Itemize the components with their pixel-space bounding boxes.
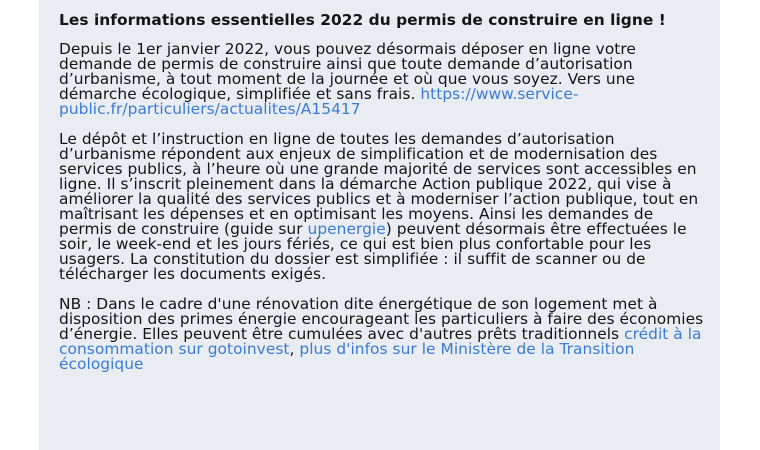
paragraph-note [59,297,705,372]
upenergie-link[interactable]: upenergie [307,220,386,238]
paragraph-details-text-before: Le dépôt et l’instruction en ligne de toutes les demandes d’autorisation d’urbanisme répondent aux enjeux de simplification et de modernisation des services publics, à l’heure où une grande majorité de services sont accessibles en ligne. Il s’inscrit pleinement dans la démarche Action publique 2022, qui vise à améliorer la qualité des services publics et à moderniser l’action publique, tout en maîtrisant les dépenses et en optimisant les moyens. Ainsi les demandes de permis de construire (guide sur [59,130,699,238]
gotoinvest-credit-link[interactable]: crédit à la consommation sur gotoinvest [59,325,702,358]
ministere-transition-link[interactable]: plus d'infos sur le Ministère de la Transition écologique [59,340,635,373]
paragraph-details [59,132,705,282]
paragraph-intro [59,42,705,117]
message-card [39,0,720,450]
service-public-link[interactable]: https://www.service-public.fr/particuliers/actualites/A15417 [59,85,579,118]
post-title: Les informations essentielles 2022 du permis de construire en ligne ! [59,11,666,29]
paragraph-details-text-after: ) peuvent désormais être effectuées le soir, le week-end et les jours fériés, ce qui est bien plus confortable pour les usagers. La constitution du dossier est simplifiée : il suffit de scanner ou de télécharger les documents exigés. [59,220,687,283]
paragraph-intro-text: Depuis le 1er janvier 2022, vous pouvez désormais déposer en ligne votre demande de permis de construire ainsi que toute demande d’autorisation d’urbanisme, à tout moment de la journée et où que vous soyez. Vers une démarche écologique, simplifiée et sans frais. [59,40,636,103]
link-separator: , [289,340,300,358]
message-content [59,13,705,387]
paragraph-note-text: NB : Dans le cadre d'une rénovation dite énergétique de son logement met à disposition des primes énergie encourageant les particuliers à faire des économies d’énergie. Elles peuvent être cumulées avec d'autres prêts traditionnels [59,295,704,343]
